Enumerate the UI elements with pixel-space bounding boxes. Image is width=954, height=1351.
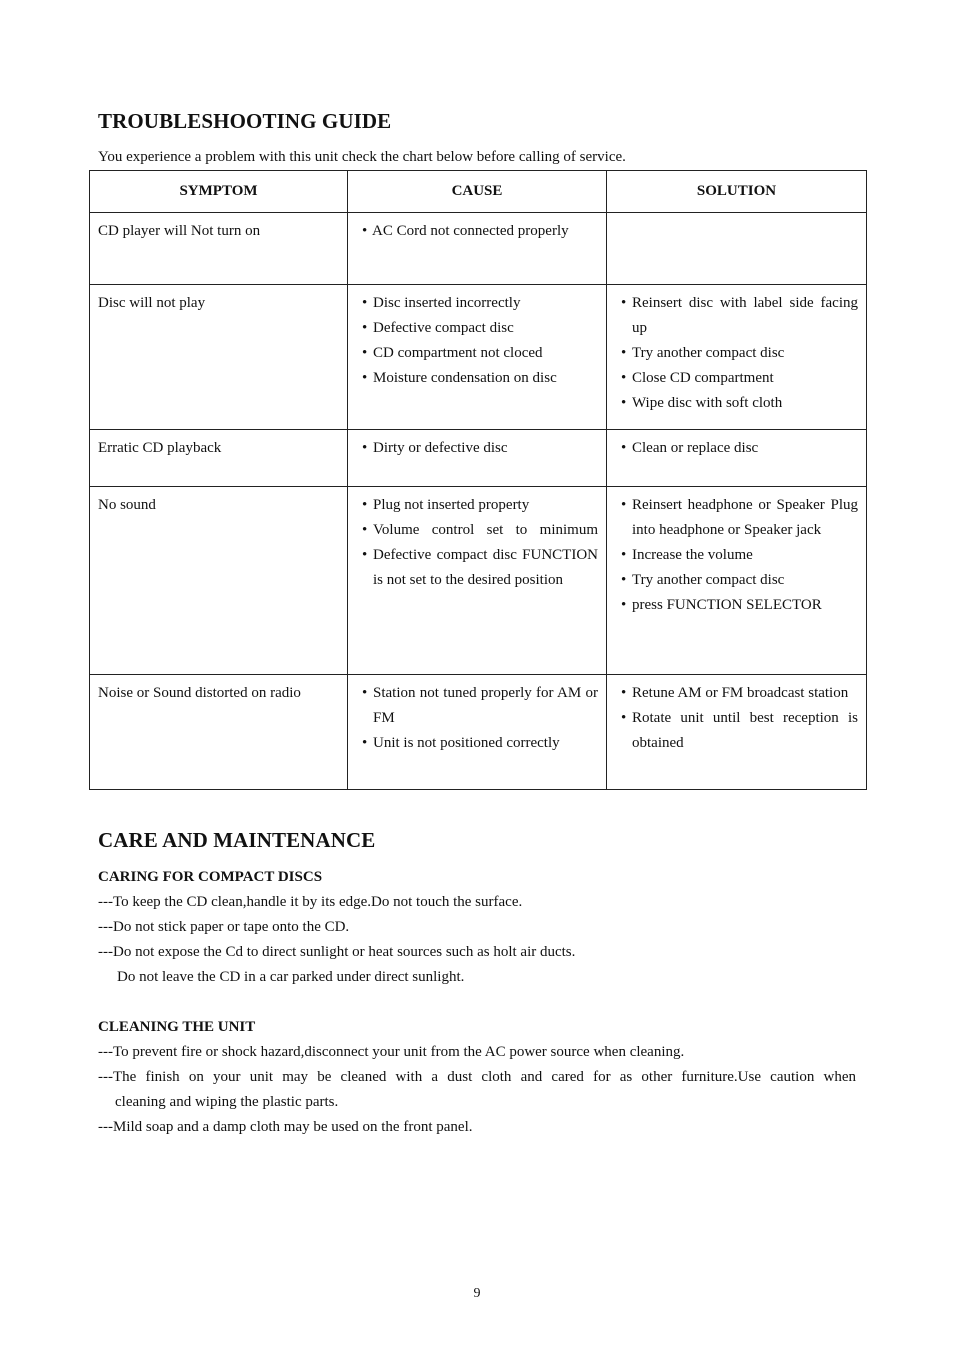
- solution-cell: [607, 487, 867, 675]
- cause-item: • Volume control set to minimum: [356, 518, 598, 543]
- header-solution: SOLUTION: [607, 171, 867, 213]
- solution-item: • Try another compact disc: [615, 341, 858, 366]
- table-row: [90, 430, 867, 487]
- table-row: [90, 487, 867, 675]
- table-row: [90, 675, 867, 790]
- unit-paragraph: [98, 1065, 856, 1115]
- cause-cell: [348, 675, 607, 790]
- solution-cell: [607, 285, 867, 430]
- page-number: 9: [473, 1286, 481, 1301]
- table-header-row: [90, 171, 867, 213]
- discs-heading: CARING FOR COMPACT DISCS: [98, 869, 323, 885]
- unit-line: ---Mild soap and a damp cloth may be used on the front panel.: [98, 1119, 473, 1135]
- cause-item: • Defective compact disc: [356, 316, 598, 341]
- solution-item: • Increase the volume: [615, 543, 858, 568]
- header-symptom: SYMPTOM: [90, 171, 348, 213]
- symptom-cell: Noise or Sound distorted on radio: [90, 675, 348, 790]
- unit-line: cleaning and wiping the plastic parts.: [115, 1094, 339, 1110]
- symptom-cell: CD player will Not turn on: [90, 213, 348, 285]
- solution-cell: [607, 213, 867, 285]
- solution-item: • Close CD compartment: [615, 366, 858, 391]
- troubleshooting-title: TROUBLESHOOTING GUIDE: [98, 109, 392, 133]
- discs-line: ---Do not stick paper or tape onto the CD.: [98, 919, 350, 935]
- table-row: [90, 213, 867, 285]
- cause-cell: [348, 430, 607, 487]
- cause-item: • Disc inserted incorrectly: [356, 291, 598, 316]
- header-cause: CAUSE: [348, 171, 607, 213]
- unit-line: ---The finish on your unit may be cleaned with a dust cloth and cared for as other furniture.Use caution when: [98, 1069, 856, 1085]
- cause-item: • Unit is not positioned correctly: [356, 731, 598, 756]
- solution-item: • press FUNCTION SELECTOR: [615, 593, 858, 618]
- cause-item: • AC Cord not connected properly: [356, 219, 598, 244]
- troubleshooting-intro: You experience a problem with this unit check the chart below before calling of service.: [98, 149, 626, 165]
- table-row: [90, 285, 867, 430]
- solution-item: • Retune AM or FM broadcast station: [615, 681, 858, 706]
- solution-item: • Try another compact disc: [615, 568, 858, 593]
- cause-cell: [348, 285, 607, 430]
- discs-line: ---Do not expose the Cd to direct sunlight or heat sources such as holt air ducts.: [98, 944, 576, 960]
- solution-item: • Clean or replace disc: [615, 436, 858, 461]
- troubleshooting-table: [89, 170, 867, 790]
- cause-item: • Station not tuned properly for AM or FM: [356, 681, 598, 731]
- cause-cell: [348, 213, 607, 285]
- solution-item: • Reinsert headphone or Speaker Plug into headphone or Speaker jack: [615, 493, 858, 543]
- cause-item: • Dirty or defective disc: [356, 436, 598, 461]
- care-title: CARE AND MAINTENANCE: [98, 828, 376, 852]
- solution-item: • Wipe disc with soft cloth: [615, 391, 858, 416]
- unit-line: ---To prevent fire or shock hazard,disconnect your unit from the AC power source when cleaning.: [98, 1044, 685, 1060]
- unit-heading: CLEANING THE UNIT: [98, 1019, 256, 1035]
- cause-item: • Defective compact disc FUNCTION is not set to the desired position: [356, 543, 598, 593]
- solution-cell: [607, 675, 867, 790]
- discs-line: Do not leave the CD in a car parked under direct sunlight.: [117, 969, 465, 985]
- cause-item: • CD compartment not cloced: [356, 341, 598, 366]
- symptom-cell: Disc will not play: [90, 285, 348, 430]
- solution-item: • Reinsert disc with label side facing up: [615, 291, 858, 341]
- cause-item: • Moisture condensation on disc: [356, 366, 598, 391]
- solution-item: • Rotate unit until best reception is obtained: [615, 706, 858, 756]
- discs-line: ---To keep the CD clean,handle it by its edge.Do not touch the surface.: [98, 894, 523, 910]
- cause-cell: [348, 487, 607, 675]
- symptom-cell: No sound: [90, 487, 348, 675]
- solution-cell: [607, 430, 867, 487]
- cause-item: • Plug not inserted property: [356, 493, 598, 518]
- symptom-cell: Erratic CD playback: [90, 430, 348, 487]
